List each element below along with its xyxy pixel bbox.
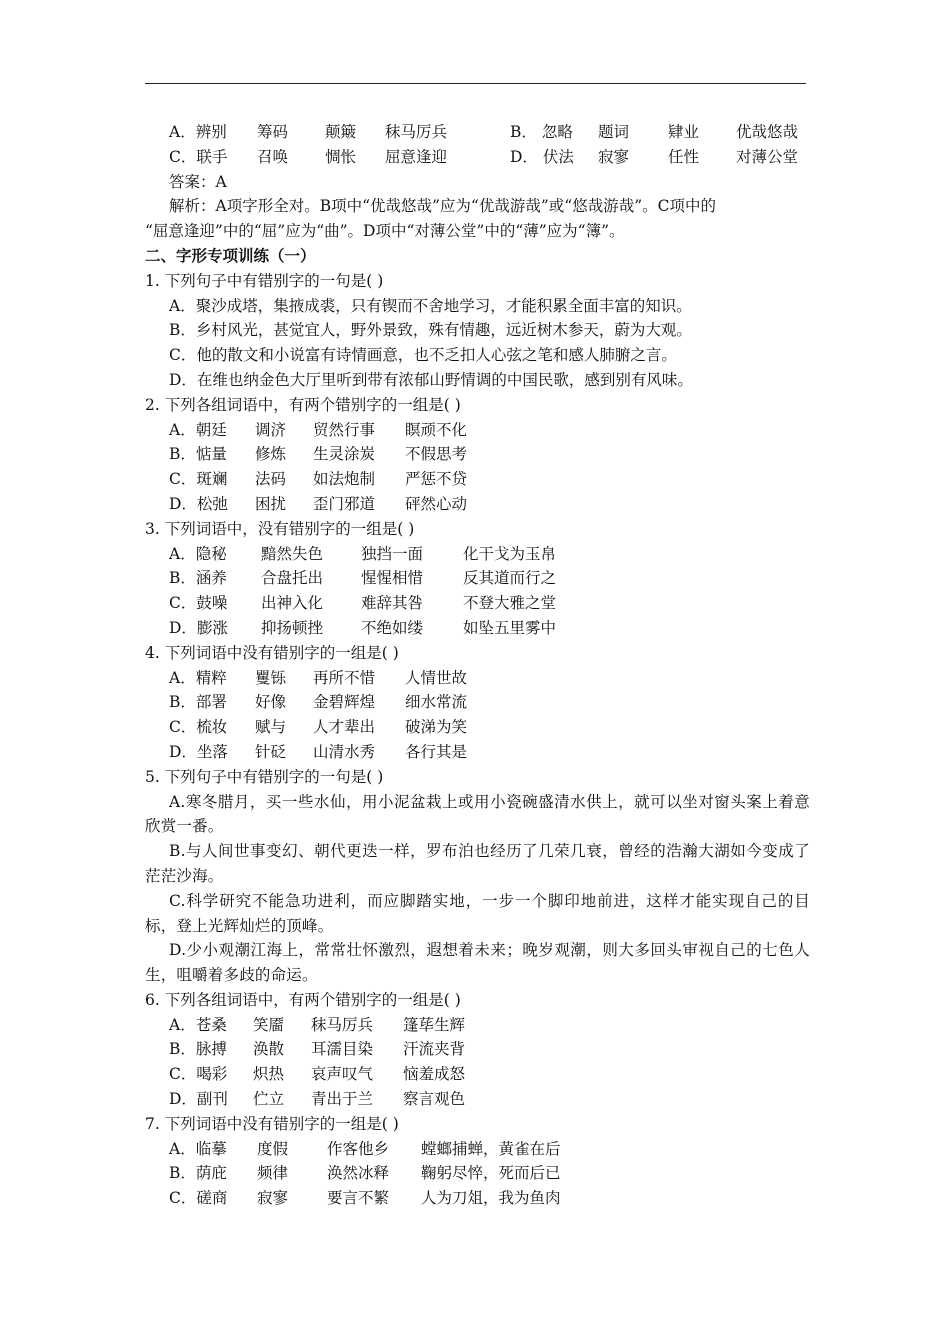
word: 寂寥	[257, 1189, 289, 1208]
analysis-line-2: “屈意逢迎”中的“屈”应为“曲”。D项中“对薄公堂”中的“薄”应为“簿”。	[145, 222, 625, 241]
word: D．松弛	[169, 494, 228, 513]
word: 汗流夹背	[403, 1040, 466, 1059]
word: 法码	[255, 470, 287, 489]
word: 矍铄	[255, 668, 287, 687]
word: 笑靥	[253, 1015, 285, 1034]
option-paragraph: A.寒冬腊月，买一些水仙，用小泥盆栽上或用小瓷碗盛清水供上，就可以坐对窗头案上着意欣赏一番。	[145, 792, 810, 836]
word: 修炼	[255, 445, 287, 464]
word: 赋与	[255, 718, 287, 737]
word: 抑扬顿挫	[261, 618, 324, 637]
intro-a-3: 颠簸	[325, 123, 357, 141]
word: 针砭	[255, 742, 287, 761]
word: 难辞其咎	[361, 594, 424, 613]
word: C．磋商	[169, 1189, 228, 1208]
word: 破涕为笑	[405, 718, 468, 737]
word: 涣散	[253, 1040, 285, 1059]
intro-c-4: 屈意逢迎	[385, 147, 448, 166]
option-paragraph: C.科学研究不能急功进利，而应脚踏实地，一步一个脚印地前进，这样才能实现自己的目标，登上光辉灿烂的顶峰。	[145, 891, 810, 935]
word: 涣然冰释	[327, 1164, 390, 1183]
word: 各行其是	[405, 742, 468, 761]
option-row	[145, 542, 810, 567]
word: 人才辈出	[313, 718, 376, 737]
intro-b-3: 肄业	[668, 123, 700, 141]
intro-a-1: A．辨别	[169, 123, 227, 141]
word: B．脉搏	[169, 1040, 227, 1059]
option-paragraph: D.少小观潮江海上，常常壮怀激烈，遐想着未来；晚岁观潮，则大多回头审视自己的七色人生，咀嚼着多歧的命运。	[145, 941, 810, 985]
intro-b-2: 题词	[598, 123, 630, 141]
word: 调济	[255, 420, 287, 439]
word: 要言不繁	[327, 1189, 390, 1208]
word: 贸然行事	[313, 420, 376, 439]
word: 炽热	[253, 1065, 285, 1084]
intro-c-3: 惆怅	[325, 147, 357, 166]
word: 篷荜生辉	[403, 1015, 466, 1034]
word: 反其道而行之	[463, 569, 557, 588]
word: 再所不惜	[313, 668, 376, 687]
option-row	[145, 1037, 810, 1062]
option-line: B．乡村风光，甚觉宜人，野外景致，殊有情趣，远近树木参天，蔚为大观。	[169, 321, 692, 340]
intro-d-2: 寂寥	[598, 147, 630, 166]
word: 耳濡目染	[311, 1040, 374, 1059]
word: 山清水秀	[313, 742, 376, 761]
word: 黯然失色	[261, 544, 324, 563]
word: 伫立	[253, 1090, 285, 1109]
word: 瞑顽不化	[405, 420, 468, 439]
option-line: C．他的散文和小说富有诗情画意，也不乏扣人心弦之笔和感人肺腑之言。	[169, 346, 677, 365]
intro-c-1: C．联手	[169, 147, 228, 166]
word: 哀声叹气	[311, 1065, 374, 1084]
option-row	[145, 492, 810, 517]
word: B．荫庇	[169, 1164, 227, 1183]
word: 人情世故	[405, 668, 468, 687]
intro-d-1: D． 伏法	[510, 147, 574, 166]
word: 人为刀俎，我为鱼肉	[421, 1189, 561, 1208]
intro-row-2	[145, 145, 810, 170]
word: 作客他乡	[327, 1139, 390, 1158]
option-paragraph: B.与人间世事变幻、朝代更迭一样，罗布泊也经历了几荣几衰，曾经的浩瀚大湖如今变成了茫茫沙海。	[145, 842, 810, 885]
word: 细水常流	[405, 693, 468, 712]
word: B．涵养	[169, 569, 227, 588]
word: C．梳妆	[169, 718, 228, 737]
word: A．临摹	[169, 1139, 227, 1158]
word: D．膨涨	[169, 618, 228, 637]
word: 歪门邪道	[313, 494, 376, 513]
word: 化干戈为玉帛	[463, 544, 557, 563]
word: 惺惺相惜	[361, 569, 424, 588]
intro-d-4: 对薄公堂	[736, 147, 799, 166]
word: 如坠五里雾中	[463, 618, 557, 637]
word: 砰然心动	[405, 494, 468, 513]
word: C．喝彩	[169, 1065, 228, 1084]
intro-a-4: 秣马厉兵	[385, 123, 448, 141]
word: 严惩不贷	[405, 470, 468, 489]
word: 独挡一面	[361, 544, 424, 563]
option-row	[145, 740, 810, 765]
option-row	[145, 690, 810, 715]
word: D．副刊	[169, 1090, 228, 1109]
word: 金碧辉煌	[313, 693, 376, 712]
word: 察言观色	[403, 1090, 466, 1109]
option-row	[145, 666, 810, 691]
question-stem: 6. 下列各组词语中，有两个错别字的一组是( )	[145, 990, 461, 1009]
word: 好像	[255, 693, 287, 712]
intro-d-3: 任性	[668, 147, 700, 166]
option-row	[145, 467, 810, 492]
word: C．斑斓	[169, 470, 228, 489]
word: 合盘托出	[261, 569, 324, 588]
question-stem: 3. 下列词语中，没有错别字的一组是( )	[145, 519, 415, 538]
document-body	[145, 120, 810, 1211]
word: 青出于兰	[311, 1090, 374, 1109]
word: 鞠躬尽悴，死而后已	[421, 1164, 561, 1183]
intro-c-2: 召唤	[257, 147, 289, 166]
option-row	[145, 418, 810, 443]
word: A．苍桑	[169, 1015, 227, 1034]
option-row	[145, 566, 810, 591]
option-row	[145, 1013, 810, 1038]
word: 度假	[257, 1139, 289, 1158]
option-row	[145, 1161, 810, 1186]
word: 出神入化	[261, 594, 324, 613]
option-row	[145, 1087, 810, 1112]
option-row	[145, 616, 810, 641]
question-stem: 1. 下列句子中有错别字的一句是( )	[145, 271, 384, 290]
question-stem: 4. 下列词语中没有错别字的一组是( )	[145, 643, 399, 662]
word: D．坐落	[169, 742, 228, 761]
question-stem: 5. 下列句子中有错别字的一句是( )	[145, 767, 384, 786]
question-stem: 7. 下列词语中没有错别字的一组是( )	[145, 1114, 399, 1133]
word: 困扰	[255, 494, 287, 513]
intro-a-2: 筹码	[257, 123, 289, 141]
word: 不假思考	[405, 445, 468, 464]
word: 不绝如缕	[361, 618, 424, 637]
word: 如法炮制	[313, 470, 376, 489]
question-stem: 2. 下列各组词语中，有两个错别字的一组是( )	[145, 395, 461, 414]
word: 不登大雅之堂	[463, 594, 557, 613]
word: 生灵涂炭	[313, 445, 376, 464]
option-row	[145, 1137, 810, 1162]
option-row	[145, 442, 810, 467]
option-row	[145, 1062, 810, 1087]
answer-line: 答案：A	[169, 172, 227, 191]
analysis-line-1: 解析：A项字形全对。B项中“优哉悠哉”应为“优哉游哉”或“悠哉游哉”。C项中的	[169, 197, 716, 216]
intro-row-1	[145, 120, 810, 145]
word: C．鼓噪	[169, 594, 228, 613]
header-rule	[145, 83, 806, 84]
option-line: D．在维也纳金色大厅里听到带有浓郁山野情调的中国民歌，感到别有风味。	[169, 370, 693, 389]
option-row	[145, 1186, 810, 1211]
word: B．部署	[169, 693, 227, 712]
word: 恼羞成怒	[403, 1065, 466, 1084]
option-line: A．聚沙成塔，集掖成裘，只有锲而不舍地学习，才能积累全面丰富的知识。	[169, 296, 692, 315]
word: 螳螂捕蝉，黄雀在后	[421, 1139, 561, 1158]
word: B．惦量	[169, 445, 227, 464]
intro-b-4: 优哉悠哉	[736, 123, 799, 141]
intro-b-1: B． 忽略	[510, 123, 573, 141]
word: 秣马厉兵	[311, 1015, 374, 1034]
word: 频律	[257, 1164, 289, 1183]
word: A．精粹	[169, 668, 227, 687]
option-row	[145, 715, 810, 740]
option-row	[145, 591, 810, 616]
word: A．朝廷	[169, 420, 227, 439]
section-title: 二、字形专项训练（一）	[145, 246, 316, 265]
word: A．隐秘	[169, 544, 227, 563]
